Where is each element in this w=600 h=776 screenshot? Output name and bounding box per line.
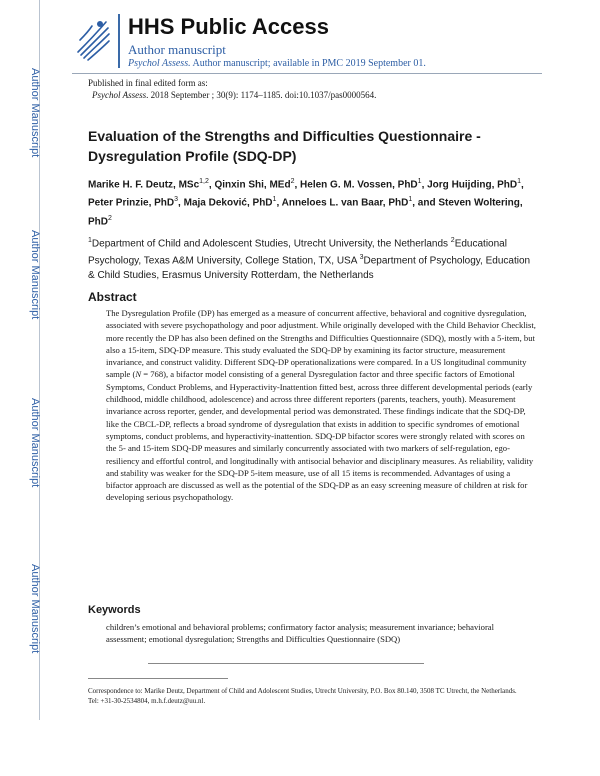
affil-sup: 2 [450, 237, 455, 244]
correspondence-footnote: Correspondence to: Marike Deutz, Department of Child and Adolescent Studies, Utrecht University, P.O. Box 80.140, 3508 TC Utrecht, the Netherlands. Tel: +31-30-2534804, m.h.f.deutz@uu.nl. [88, 687, 517, 705]
side-label-1: Author Manuscript [29, 68, 41, 158]
author-name: Helen G. M. Vossen, PhD [300, 179, 418, 191]
author-name: Marike H. F. Deutz, MSc [88, 179, 200, 191]
abstract-text-1: The Dysregulation Profile (DP) has emerged as a measure of concurrent affective, behavioral and cognitive dysregulation, associated with severe psychopathology and poor adjustment. While originally developed with the Child Behavior Checklist, more recently the DP has also been defined on the Strengths and Difficulties Questionnaire (SDQ), mostly with a 5-item, but also a 15-item, SDQ-DP measure. This study evaluated the SDQ-DP by examining its factor structure, measurement invariance, and construct validity. Different SDQ-DP operationalizations were compared. In a US longitudinal community sample ( [106, 308, 536, 380]
section-divider [148, 663, 424, 664]
side-label-3: Author Manuscript [29, 398, 41, 488]
hhs-eagle-logo-icon [72, 14, 114, 64]
author-sup: 2 [108, 214, 112, 222]
author-name: Qinxin Shi, MEd [214, 179, 291, 191]
author-name: Anneloes L. van Baar, PhD [281, 197, 409, 209]
header-subtitle: Author manuscript [128, 42, 226, 57]
author-sup: 1 [272, 196, 277, 204]
affil-sup: 1 [88, 237, 92, 244]
affiliations [88, 234, 538, 283]
abstract-n: N [135, 369, 142, 380]
paper-title: Evaluation of the Strengths and Difficulties Questionnaire - Dysregulation Profile (SDQ-DP) [88, 128, 481, 164]
header-rule [72, 73, 542, 74]
abstract-text-2: = 768), a bifactor model consisting of a general Dysregulation factor and three specific factors of Emotional Symptoms, Conduct Problems, and Hyperactivity-Inattention fitted best, across three different developmental periods (early childhood, middle childhood, adolescence) and across three different reporters (parents, teachers, youth). Measurement invariance across reporter, gender, and developmental period was demonstrated. These findings indicate that the SDQ-DP, like the CBCL-DP, reflects a broad syndrome of dysregulation that exists in addition to specific syndromes of emotional symptoms, conduct problems, and hyperactivity-inattention. SDQ-DP bifactor scores were strongly related with scores on the 5- and 15-item SDQ-DP measures and similarly concurrently associated with two markers of self-regulation, ego-resiliency and effortful control, and longitudinally with antisocial behavior and disciplinary measures. As reliability, validity and stability was weaker for the SDQ-DP 5-item measure, use of all 15 items is recommended. Advantages of using a bifactor approach are discussed as well as the potential of the SDQ-DP as an easy screening measure of children at risk for developing serious psychopathology. [106, 369, 534, 503]
footnote-divider [88, 678, 228, 679]
header-journal-line [128, 58, 426, 69]
author-sup: 1 [417, 178, 422, 185]
author-sup: 2 [290, 178, 295, 185]
affil-sup: 3 [359, 254, 364, 262]
affil-text: Department of Child and Adolescent Studies, Utrecht University, the Netherlands [91, 238, 451, 250]
author-name: Jorg Huijding, PhD [427, 179, 518, 191]
side-label-2: Author Manuscript [29, 230, 41, 320]
author-sep: , [178, 197, 184, 209]
author-sup: 1 [517, 178, 522, 185]
author-name: Peter Prinzie, PhD [88, 197, 175, 209]
affil-text: Educational Psychology, Texas A&M University, College Station, TX, USA [88, 238, 507, 267]
pub-label: Published in final edited form as: [88, 78, 208, 88]
author-sup: 1 [408, 196, 413, 204]
abstract-body [106, 307, 536, 504]
author-sep: , and [412, 197, 439, 209]
author-sep: , [208, 179, 215, 191]
pub-citation-detail: . 2018 September ; 30(9): 1174–1185. doi:10.1037/pas0000564. [146, 90, 377, 100]
author-sup: 3 [174, 196, 179, 204]
header-title: HHS Public Access [128, 14, 329, 39]
pub-journal: Psychol Assess [92, 90, 147, 100]
author-sep: , [276, 197, 282, 209]
header-availability: Author manuscript; available in PMC 2019 September 01. [190, 58, 426, 69]
keywords-heading: Keywords [88, 604, 141, 616]
author-sep: , [421, 179, 428, 191]
author-name: Steven Woltering, PhD [88, 197, 523, 227]
author-sup: 1,2 [199, 178, 209, 185]
affil-text: Department of Psychology, Education & Child Studies, Erasmus University Rotterdam, the Netherlands [88, 255, 531, 281]
author-name: Maja Deković, PhD [183, 197, 273, 209]
header-journal-name: Psychol Assess. [128, 58, 191, 69]
keywords-list: children’s emotional and behavioral problems; confirmatory factor analysis; measurement invariance; behavioral assessment; emotional dysregulation; Strengths and Difficulties Questionnaire (SDQ) [106, 622, 495, 644]
header-divider [118, 14, 120, 68]
author-sep: , [521, 179, 524, 191]
abstract-heading: Abstract [88, 290, 137, 304]
side-label-4: Author Manuscript [29, 564, 41, 654]
author-list [88, 174, 528, 229]
pub-citation [92, 90, 376, 100]
author-sep: , [294, 179, 301, 191]
